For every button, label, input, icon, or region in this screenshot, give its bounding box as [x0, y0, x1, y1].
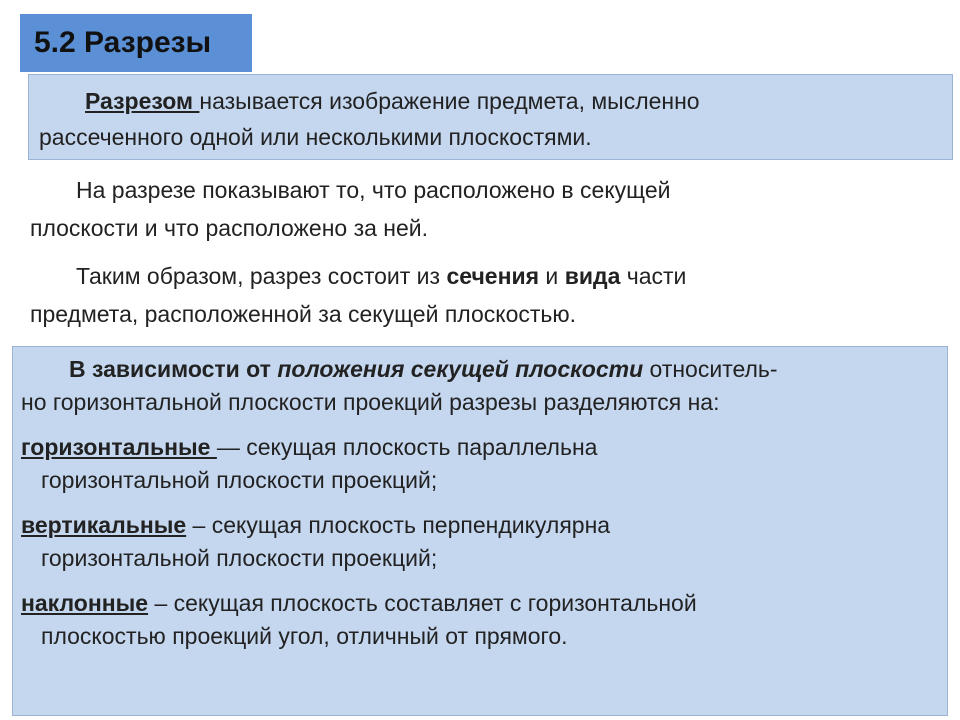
list-item-line-2: плоскостью проекций угол, отличный от прямого.: [41, 623, 568, 649]
definition-term: Разрезом: [85, 88, 200, 114]
classification-intro-line-2: но горизонтальной плоскости проекций разрезы разделяются на:: [21, 389, 720, 415]
classification-intro-rest: относитель-: [643, 356, 778, 382]
list-item-description: – секущая плоскость перпендикулярна: [186, 512, 611, 538]
paragraph-1-line-2: плоскости и что расположено за ней.: [30, 215, 429, 241]
list-item-vertical: [21, 509, 937, 575]
definition-line-2: рассеченного одной или несколькими плоскостями.: [39, 124, 592, 150]
definition-line-1: [39, 83, 942, 119]
list-item-description: – секущая плоскость составляет с горизонтальной: [148, 590, 697, 616]
definition-box: [28, 74, 953, 160]
slide-title: 5.2 Разрезы: [20, 14, 252, 72]
classification-intro-emphasis: положения секущей плоскости: [277, 356, 644, 382]
classification-box: [12, 346, 948, 716]
paragraph-2-text-c: части: [620, 263, 687, 289]
paragraph-section-composition: [30, 257, 940, 333]
list-item-line-2: горизонтальной плоскости проекций;: [41, 467, 438, 493]
paragraph-1-line-1: На разрезе показывают то, что расположено в секущей: [76, 177, 671, 203]
list-item-horizontal: [21, 431, 937, 497]
list-item-line-2: горизонтальной плоскости проекций;: [41, 545, 438, 571]
classification-intro-line-1: [21, 353, 937, 386]
paragraph-2-line-2: предмета, расположенной за секущей плоскостью.: [30, 301, 577, 327]
paragraph-2-line-1: [30, 257, 940, 295]
list-item-line-1: [21, 587, 937, 620]
paragraph-2-text-a: Таким образом, разрез состоит из: [76, 263, 447, 289]
list-item-inclined: [21, 587, 937, 653]
classification-intro-bold: В зависимости от: [69, 356, 278, 382]
definition-line-1-text: называется изображение предмета, мысленно: [199, 88, 700, 114]
term-section: сечения: [446, 263, 540, 289]
list-item-line-1: [21, 509, 937, 542]
term-inclined: наклонные: [21, 590, 149, 616]
list-item-line-1: [21, 431, 937, 464]
term-horizontal: горизонтальные: [21, 434, 217, 460]
paragraph-2-text-b: и: [539, 263, 565, 289]
term-vertical: вертикальные: [21, 512, 187, 538]
classification-intro: [21, 353, 937, 419]
list-item-description: — секущая плоскость параллельна: [216, 434, 598, 460]
term-view: вида: [564, 263, 621, 289]
paragraph-section-content: [30, 171, 940, 247]
